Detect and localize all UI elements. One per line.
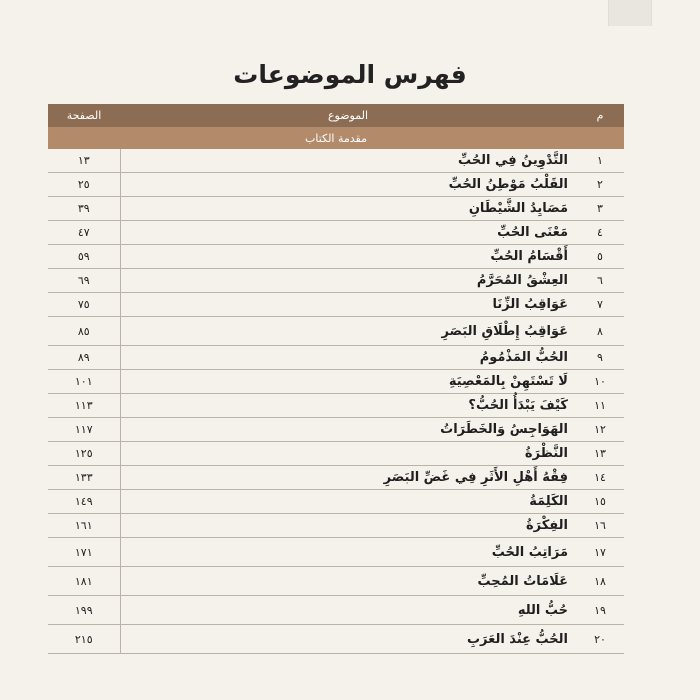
row-number: ١ xyxy=(576,149,624,173)
row-page: ١٤٩ xyxy=(48,490,120,514)
table-row xyxy=(48,245,624,269)
table-row xyxy=(48,370,624,394)
row-topic: عَلَامَاتُ المُحِبِّ xyxy=(120,567,576,596)
row-number: ٦ xyxy=(576,269,624,293)
table-row xyxy=(48,317,624,346)
row-topic: كَيْفَ يَبْدَأُ الحُبُّ؟ xyxy=(120,394,576,418)
table-row xyxy=(48,293,624,317)
page-title: فهرس الموضوعات xyxy=(233,60,467,89)
row-number: ١٥ xyxy=(576,490,624,514)
row-number: ١٦ xyxy=(576,514,624,538)
row-number: ١٣ xyxy=(576,442,624,466)
row-number: ٢ xyxy=(576,173,624,197)
row-topic: الهَوَاجِسُ وَالخَطَرَاتُ xyxy=(120,418,576,442)
row-topic: القَلْبُ مَوْطِنُ الحُبِّ xyxy=(120,173,576,197)
row-page: ١١٣ xyxy=(48,394,120,418)
header-number: م xyxy=(576,104,624,127)
table-row xyxy=(48,221,624,245)
row-number: ١٤ xyxy=(576,466,624,490)
table-row xyxy=(48,514,624,538)
row-page: ١٣٣ xyxy=(48,466,120,490)
row-topic: لَا تَسْتَهِنْ بِالمَعْصِيَةِ xyxy=(120,370,576,394)
row-topic: الكَلِمَةُ xyxy=(120,490,576,514)
section-row xyxy=(48,127,624,149)
table-row xyxy=(48,418,624,442)
row-number: ١٢ xyxy=(576,418,624,442)
table-row xyxy=(48,442,624,466)
row-page: ٨٥ xyxy=(48,317,120,346)
table-row xyxy=(48,269,624,293)
row-page: ٧٥ xyxy=(48,293,120,317)
row-topic: التَّدْوِينُ فِي الحُبِّ xyxy=(120,149,576,173)
table-row xyxy=(48,149,624,173)
row-number: ٩ xyxy=(576,346,624,370)
row-page: ٨٩ xyxy=(48,346,120,370)
row-topic: مَرَاتِبُ الحُبِّ xyxy=(120,538,576,567)
row-topic: مَصَايِدُ الشَّيْطَانِ xyxy=(120,197,576,221)
row-number: ٧ xyxy=(576,293,624,317)
row-topic: الحُبُّ عِنْدَ العَرَبِ xyxy=(120,625,576,654)
row-page: ١٣ xyxy=(48,149,120,173)
header-page: الصفحة xyxy=(48,104,120,127)
row-number: ١٨ xyxy=(576,567,624,596)
table-row xyxy=(48,596,624,625)
row-page: ٦٩ xyxy=(48,269,120,293)
row-page: ١٧١ xyxy=(48,538,120,567)
row-topic: عَوَاقِبُ الزِّنَا xyxy=(120,293,576,317)
row-topic: مَعْنَى الحُبِّ xyxy=(120,221,576,245)
table-row xyxy=(48,567,624,596)
row-page: ١٨١ xyxy=(48,567,120,596)
row-topic: فِقْهُ أَهْلِ الأَثَرِ فِي غَضِّ البَصَرِ xyxy=(120,466,576,490)
table-row xyxy=(48,173,624,197)
row-number: ١٧ xyxy=(576,538,624,567)
section-title: مقدمة الكتاب xyxy=(48,127,624,149)
row-number: ١١ xyxy=(576,394,624,418)
table-row xyxy=(48,538,624,567)
header-topic: الموضوع xyxy=(120,104,576,127)
row-page: ١٠١ xyxy=(48,370,120,394)
row-page: ٢١٥ xyxy=(48,625,120,654)
table-row xyxy=(48,466,624,490)
row-number: ١٠ xyxy=(576,370,624,394)
row-number: ٨ xyxy=(576,317,624,346)
row-page: ١٩٩ xyxy=(48,596,120,625)
row-page: ٢٥ xyxy=(48,173,120,197)
row-number: ٣ xyxy=(576,197,624,221)
row-page: ١١٧ xyxy=(48,418,120,442)
row-number: ٢٠ xyxy=(576,625,624,654)
row-topic: الحُبُّ المَذْمُومُ xyxy=(120,346,576,370)
row-topic: أَقْسَامُ الحُبِّ xyxy=(120,245,576,269)
table-header-row xyxy=(48,104,624,127)
row-number: ١٩ xyxy=(576,596,624,625)
row-topic: النَّظْرَةُ xyxy=(120,442,576,466)
row-page: ٤٧ xyxy=(48,221,120,245)
table-row xyxy=(48,197,624,221)
table-row xyxy=(48,394,624,418)
row-topic: عَوَاقِبُ إِطْلَاقِ البَصَرِ xyxy=(120,317,576,346)
table-row xyxy=(48,625,624,654)
row-page: ١٢٥ xyxy=(48,442,120,466)
page-edge-mark xyxy=(608,0,652,26)
row-page: ١٦١ xyxy=(48,514,120,538)
row-topic: حُبُّ اللهِ xyxy=(120,596,576,625)
row-topic: العِشْقُ المُحَرَّمُ xyxy=(120,269,576,293)
table-row xyxy=(48,346,624,370)
row-topic: الفِكْرَةُ xyxy=(120,514,576,538)
row-page: ٥٩ xyxy=(48,245,120,269)
toc-table xyxy=(48,104,624,654)
row-number: ٥ xyxy=(576,245,624,269)
row-page: ٣٩ xyxy=(48,197,120,221)
row-number: ٤ xyxy=(576,221,624,245)
table-row xyxy=(48,490,624,514)
